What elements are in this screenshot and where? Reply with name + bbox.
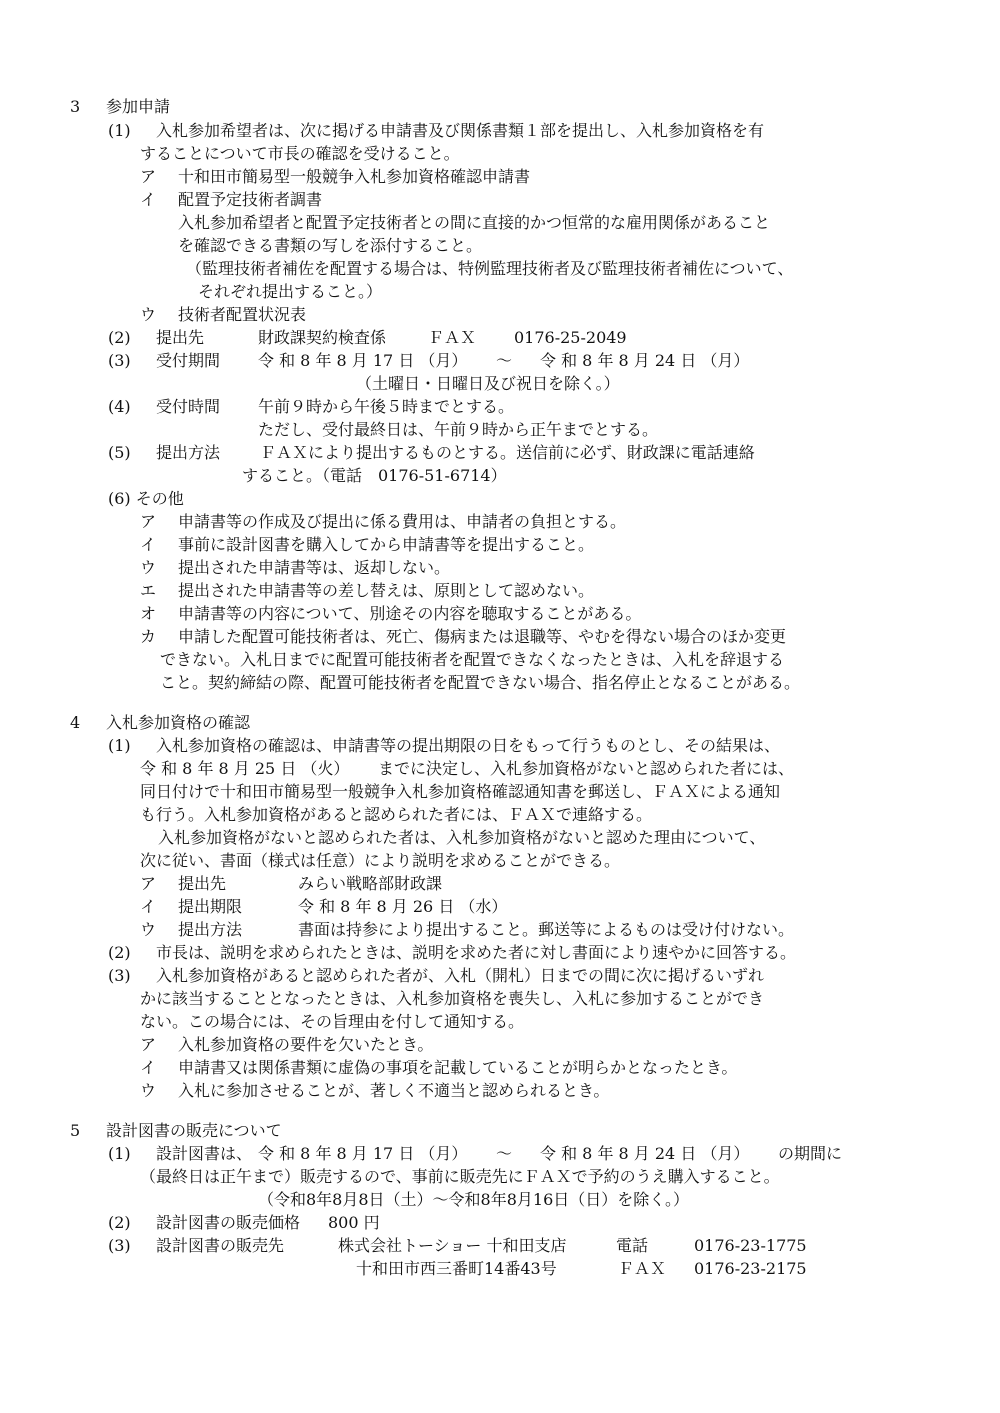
s4-p1-line2a: 令 和 8 年 8 月 25 日 （火）: [140, 759, 350, 778]
s3-p6-o-text: 申請書等の内容について、別途その内容を聴取することがある。: [178, 604, 642, 623]
s5-p3-number: (3): [108, 1236, 131, 1255]
s3-p4-line1: 午前９時から午後５時までとする。: [258, 397, 515, 416]
s3-item-i-desc1: 入札参加希望者と配置予定技術者との間に直接的かつ恒常的な雇用関係があること: [178, 213, 771, 232]
s3-p6-ka-mark: カ: [140, 627, 157, 646]
s3-item-i-note1: （監理技術者補佐を配置する場合は、特例監理技術者及び監理技術者補佐について、: [186, 259, 794, 278]
s3-p3-tilde: ～: [496, 351, 513, 370]
s3-item-i-mark: イ: [140, 190, 157, 209]
s3-p6-u-mark: ウ: [140, 558, 157, 577]
s3-p6-e-text: 提出された申請書等の差し替えは、原則として認めない。: [178, 581, 595, 600]
s3-p6-a-mark: ア: [140, 512, 157, 531]
s3-p6-ka-line2: できない。入札日までに配置可能技術者を配置できなくなったときは、入札を辞退する: [160, 650, 785, 669]
s4-p1-line3: 同日付けで十和田市簡易型一般競争入札参加資格確認通知書を郵送し、ＦＡＸによる通知: [140, 782, 781, 801]
s5-p3-address: 十和田市西三番町14番43号: [356, 1259, 557, 1278]
section-5-title: 設計図書の販売について: [106, 1121, 282, 1140]
s3-p3-note: （土曜日・日曜日及び祝日を除く。）: [356, 374, 620, 393]
s3-p6-ka-line3: こと。契約締結の際、配置可能技術者を配置できない場合、指名停止となることがある。: [160, 673, 801, 692]
s5-p1-lead: 設計図書は、: [156, 1144, 253, 1163]
s5-p3-tel-label: 電話: [616, 1236, 649, 1255]
s5-p1-line2: （最終日は正午まで）販売するので、事前に販売先にＦＡＸで予約のうえ購入すること。: [140, 1167, 780, 1186]
s5-p2-label: 設計図書の販売価格: [156, 1213, 301, 1232]
s3-p4-number: (4): [108, 397, 131, 416]
s4-p2-number: (2): [108, 943, 131, 962]
s4-p2-text: 市長は、説明を求められたときは、説明を求めた者に対し書面により速やかに回答する。: [156, 943, 797, 962]
s4-p3-i-mark: イ: [140, 1058, 157, 1077]
s5-p1-from: 令 和 8 年 8 月 17 日 （月）: [258, 1144, 468, 1163]
s3-p6-u-text: 提出された申請書等は、返却しない。: [178, 558, 451, 577]
s3-p2-number: (2): [108, 328, 131, 347]
s3-p2-fax: 0176-25-2049: [514, 328, 627, 347]
s3-p3-label: 受付期間: [156, 351, 221, 370]
s5-p3-tel: 0176-23-1775: [694, 1236, 807, 1255]
s3-p2-label: 提出先: [156, 328, 205, 347]
s4-p3-number: (3): [108, 966, 131, 985]
s4-p1-u-value: 書面は持参により提出すること。郵送等によるものは受け付けない。: [298, 920, 795, 939]
s5-p1-line3: （令和8年8月8日（土）～令和8年8月16日（日）を除く。）: [258, 1190, 689, 1209]
s4-p1-a-value: みらい戦略部財政課: [298, 874, 443, 893]
s5-p3-label: 設計図書の販売先: [156, 1236, 285, 1255]
s3-item-a-text: 十和田市簡易型一般競争入札参加資格確認申請書: [178, 167, 531, 186]
s4-p3-line3: ない。この場合には、その旨理由を付して通知する。: [140, 1012, 525, 1031]
s4-p1-u-mark: ウ: [140, 920, 157, 939]
s3-p2-value: 財政課契約検査係: [258, 328, 387, 347]
s4-p3-i-text: 申請書又は関係書類に虚偽の事項を記載していることが明らかとなったとき。: [178, 1058, 738, 1077]
section-3-number: 3: [70, 97, 81, 116]
s3-p5-line1: ＦＡＸにより提出するものとする。送信前に必ず、財政課に電話連絡: [260, 443, 755, 462]
s3-p6-e-mark: エ: [140, 581, 157, 600]
s4-p1-a-label: 提出先: [178, 874, 227, 893]
s5-p3-fax: 0176-23-2175: [694, 1259, 807, 1278]
s5-p2-value: 800 円: [328, 1213, 380, 1232]
s4-p1-i-value: 令 和 8 年 8 月 26 日 （水）: [298, 897, 508, 916]
s3-p3-from: 令 和 8 年 8 月 17 日 （月）: [258, 351, 468, 370]
s3-item-i-text: 配置予定技術者調書: [178, 190, 323, 209]
s3-item-i-note2: それぞれ提出すること。）: [198, 282, 383, 301]
s3-p6-a-text: 申請書等の作成及び提出に係る費用は、申請者の負担とする。: [178, 512, 627, 531]
s3-p1-line1: 入札参加希望者は、次に掲げる申請書及び関係書類１部を提出し、入札参加資格を有: [156, 121, 765, 140]
s4-p1-i-mark: イ: [140, 897, 157, 916]
s4-p3-a-mark: ア: [140, 1035, 157, 1054]
s4-p3-u-text: 入札に参加させることが、著しく不適当と認められるとき。: [178, 1081, 610, 1100]
section-5-number: 5: [70, 1121, 81, 1140]
s4-p3-line1: 入札参加資格があると認められた者が、入札（開札）日までの間に次に掲げるいずれ: [156, 966, 765, 985]
s3-p4-line2: ただし、受付最終日は、午前９時から正午までとする。: [258, 420, 659, 439]
s3-p5-number: (5): [108, 443, 131, 462]
s5-p2-number: (2): [108, 1213, 131, 1232]
s3-item-i-desc2: を確認できる書類の写しを添付すること。: [178, 236, 483, 255]
s4-p1-line6: 次に従い、書面（様式は任意）により説明を求めることができる。: [140, 851, 621, 870]
s3-p6-ka-text: 申請した配置可能技術者は、死亡、傷病または退職等、やむを得ない場合のほか変更: [178, 627, 787, 646]
s3-p1-number: (1): [108, 121, 131, 140]
section-4-title: 入札参加資格の確認: [106, 713, 251, 732]
s5-p1-number: (1): [108, 1144, 131, 1163]
s3-p2-fax-label: ＦＡＸ: [428, 328, 477, 347]
s4-p3-line2: かに該当することとなったときは、入札参加資格を喪失し、入札に参加することができ: [140, 989, 765, 1008]
s3-p6-i-text: 事前に設計図書を購入してから申請書等を提出すること。: [178, 535, 595, 554]
s5-p3-company: 株式会社トーショー 十和田支店: [338, 1236, 567, 1255]
s4-p3-a-text: 入札参加資格の要件を欠いたとき。: [178, 1035, 434, 1054]
section-4-number: 4: [70, 713, 81, 732]
s3-p5-line2: すること。（電話 0176-51-6714）: [242, 466, 507, 485]
s4-p1-line4: も行う。入札参加資格があると認められた者には、ＦＡＸで連絡する。: [140, 805, 653, 824]
s5-p1-tail: の期間に: [778, 1144, 843, 1163]
s4-p1-line1: 入札参加資格の確認は、申請書等の提出期限の日をもって行うものとし、その結果は、: [156, 736, 781, 755]
s3-item-u-text: 技術者配置状況表: [178, 305, 307, 324]
s4-p1-number: (1): [108, 736, 131, 755]
s3-p6-title: (6) その他: [108, 489, 184, 508]
s5-p1-tilde: ～: [496, 1144, 513, 1163]
section-3-title: 参加申請: [106, 97, 171, 116]
s4-p1-u-label: 提出方法: [178, 920, 243, 939]
s4-p1-line5: 入札参加資格がないと認められた者は、入札参加資格がないと認めた理由について、: [158, 828, 766, 847]
s3-p3-number: (3): [108, 351, 131, 370]
s4-p1-line2b: までに決定し、入札参加資格がないと認められた者には、: [378, 759, 795, 778]
s3-p6-o-mark: オ: [140, 604, 157, 623]
s3-p5-label: 提出方法: [156, 443, 221, 462]
s4-p1-a-mark: ア: [140, 874, 157, 893]
s5-p1-to: 令 和 8 年 8 月 24 日 （月）: [540, 1144, 750, 1163]
s3-p6-i-mark: イ: [140, 535, 157, 554]
s3-p4-label: 受付時間: [156, 397, 221, 416]
s3-item-a-mark: ア: [140, 167, 157, 186]
s3-item-u-mark: ウ: [140, 305, 157, 324]
s3-p3-to: 令 和 8 年 8 月 24 日 （月）: [540, 351, 750, 370]
s3-p1-line2: することについて市長の確認を受けること。: [140, 144, 460, 163]
s4-p3-u-mark: ウ: [140, 1081, 157, 1100]
s4-p1-i-label: 提出期限: [178, 897, 243, 916]
s5-p3-fax-label: ＦＡＸ: [618, 1259, 667, 1278]
